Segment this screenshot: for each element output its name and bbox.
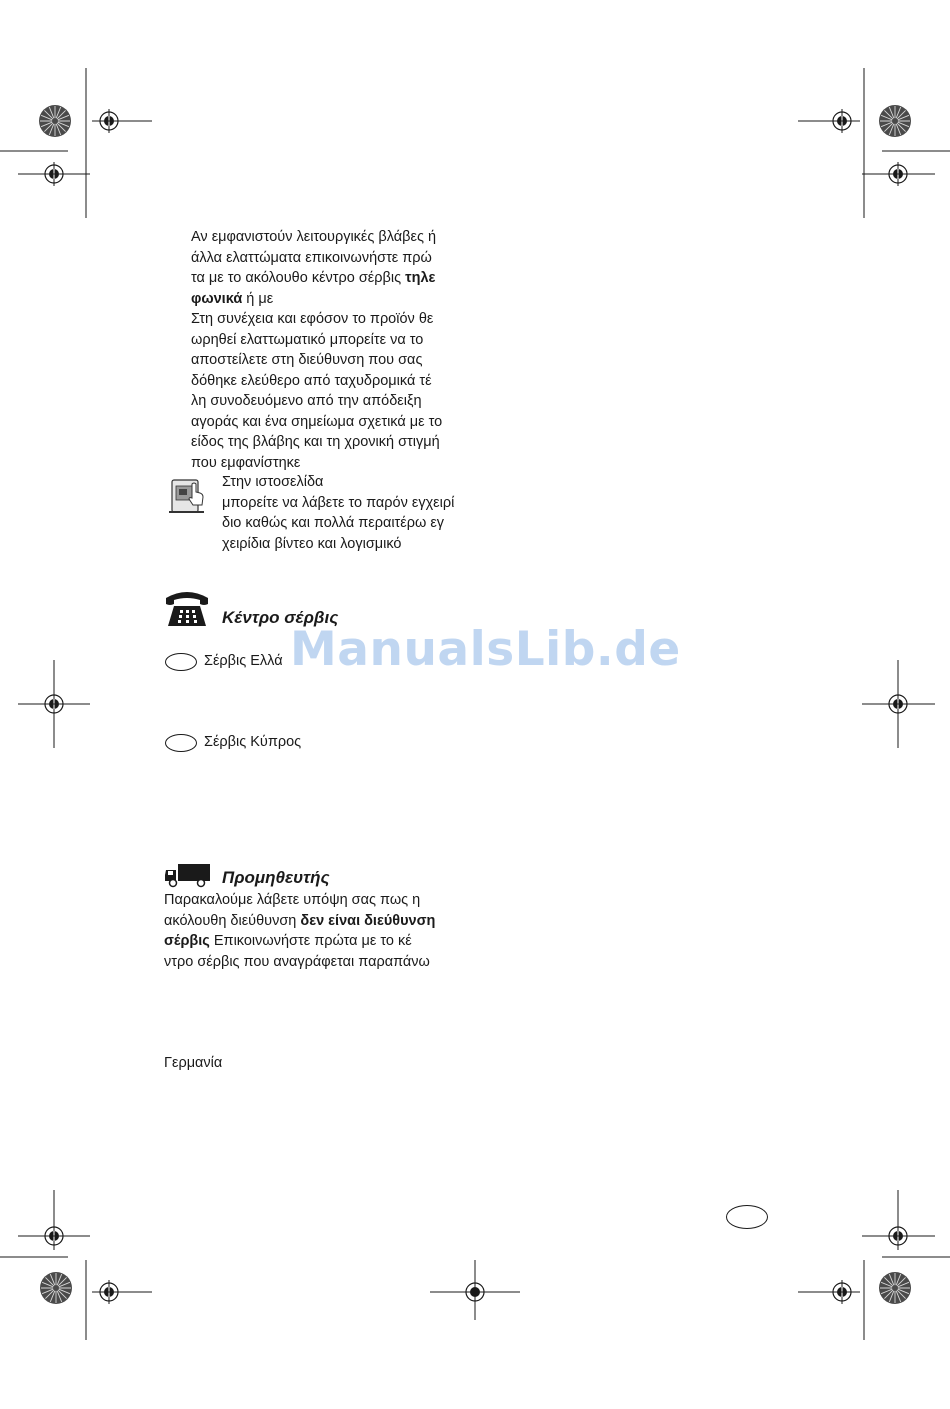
supplier-line-3: σέρβις Επικοινωνήστε πρώτα με το κέ: [164, 933, 412, 949]
truck-icon: [164, 862, 212, 888]
service-cyprus-label: Σέρβις Κύπρος: [204, 734, 302, 750]
intro-line-1: Αν εμφανιστούν λειτουργικές βλάβες ή: [191, 229, 437, 245]
intro-line-11: είδος της βλάβης και τη χρονική στιγμή: [191, 434, 440, 450]
intro-line-8: δόθηκε ελεύθερο από ταχυδρομικά τέ: [191, 372, 432, 389]
supplier-heading: Προμηθευτής: [222, 868, 330, 887]
intro-line-10: αγοράς και ένα σημείωμα σχετικά με το: [191, 413, 443, 430]
supplier-country: Γερμανία: [164, 1055, 223, 1071]
intro-line-7: αποστείλετε στη διεύθυνση που σας: [191, 352, 423, 368]
web-note-line-4: χειρίδια βίντεο και λογισμικό: [222, 535, 402, 552]
telephone-icon: [164, 590, 210, 630]
supplier-line-4: ντρο σέρβις που αναγράφεται παραπάνω: [164, 953, 430, 970]
supplier-line-1: Παρακαλούμε λάβετε υπόψη σας πως η: [164, 892, 421, 908]
intro-line-12: που εμφανίστηκε: [191, 454, 301, 471]
service-center-heading: Κέντρο σέρβις: [222, 608, 339, 627]
intro-line-5: Στη συνέχεια και εφόσον το προϊόν θε: [191, 311, 434, 327]
intro-line-6: ωρηθεί ελαττωματικό μπορείτε να το: [191, 331, 424, 348]
page-number-oval: [726, 1205, 768, 1229]
supplier-line-2: ακόλουθη διεύθυνση δεν είναι διεύθυνση: [164, 912, 436, 929]
country-oval-cyprus: [165, 734, 197, 752]
intro-line-9: λη συνοδευόμενο από την απόδειξη: [191, 393, 422, 409]
intro-line-2: άλλα ελαττώματα επικοινωνήστε πρώ: [191, 249, 432, 266]
web-note-line-1: Στην ιστοσελίδα: [222, 474, 324, 490]
web-note-line-2: μπορείτε να λάβετε το παρόν εγχειρί: [222, 494, 455, 511]
manualslib-watermark: ManualsLib.de: [290, 622, 681, 677]
web-note-line-3: διο καθώς και πολλά περαιτέρω εγ: [222, 515, 445, 531]
service-greece-label: Σέρβις Ελλά: [204, 653, 283, 669]
intro-line-4: φωνικά ή με: [191, 290, 274, 307]
intro-line-3: τα με το ακόλουθο κέντρο σέρβις τηλε: [191, 270, 436, 286]
computer-hand-icon: [166, 474, 210, 518]
country-oval-greece: [165, 653, 197, 671]
